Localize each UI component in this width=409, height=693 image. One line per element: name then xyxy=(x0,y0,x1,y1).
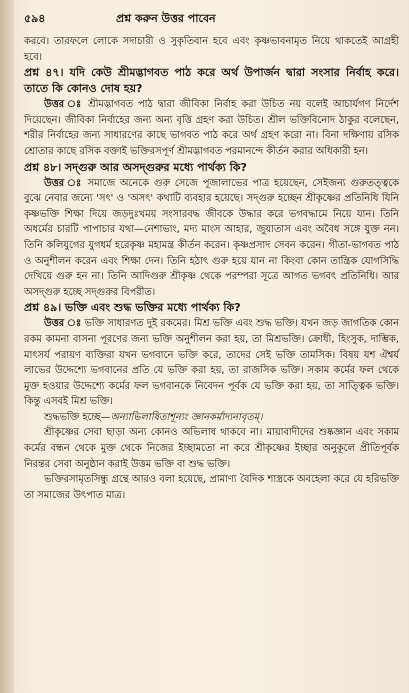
answer-47 xyxy=(24,97,399,159)
pure-devotion-definition xyxy=(24,410,399,426)
answer-49-text: ভক্তি সাধারণত দুই রকমের। মিশ্র ভক্তি এবং শুদ্ধ ভক্তি। যখন জড় জাগতিক কোন রকম কামনা বাসনা পূরণের জন্য ভক্তি অনুশীলন করা হয়, তা মিশ্রভক্তি। ক্রোধী, হিংসুক, দাম্ভিক, মাৎসর্য পরায়ণ ব্যক্তিরা যখন ভগবানে ভক্তি করে, তাদের সেই ভক্তি তামসিক। বিষয় যশ ঐশ্বর্য লাভের উদ্দেশ্যে ভগবানের প্রতি যে ভক্তি করা হয়, তা রাজসিক ভক্তি। সকাম কর্মের ফল থেকে মুক্ত হওয়ার উদ্দেশ্যে কর্মের ফল ভগবানকে নিবেদন পূর্বক যে ভক্তি করা হয়, তা সাত্ত্বিক ভক্তি। কিন্তু এসবই মিশ্র ভক্তি। xyxy=(24,318,399,408)
running-title: প্রশ্ন করুন উত্তর পাবেন xyxy=(116,12,216,25)
page-header xyxy=(24,10,399,28)
answer-49 xyxy=(24,316,399,410)
page-body xyxy=(24,34,399,503)
answer-48-text: সমাজে অনেকে গুরু সেজে পূজালাভের পাত্র হয়েছেন, সেইজন্য গুরুতত্ত্বকে বুঝে নেবার জন্যে 'সৎ' ও 'অসৎ' কথাটি ব্যবহার হয়েছে। সদ্গুরু হচ্ছেন শ্রীকৃষ্ণের প্রতিনিধি যিনি কৃষ্ণভক্তি শিক্ষা দিয়ে জড়দুঃখময় সংসারবদ্ধ জীবকে উদ্ধার করে ভগবদ্ধামে নিয়ে যান। তিনি অধর্মের চারটি পাপাচার যথা—নেশাভাং, মদ্য মাংস আহার, জুয়াতাস এবং অবৈধ সঙ্গে যুক্ত নন। তিনি কলিযুগের যুগধর্ম হরেকৃষ্ণ মহামন্ত্র কীর্তন করেন। কৃষ্ণপ্রসাদ সেবন করেন। গীতা-ভাগবত পাঠ ও অনুশীলন করেন এবং শিক্ষা দেন। তিনি হঠাৎ গুরু হয়ে যান না কিংবা কোন তান্ত্রিক যোগসিদ্ধি দেখিয়ে গুরু হন না। তিনি আদিগুরু শ্রীকৃষ্ণ থেকে পরম্পরা সূত্রে আগত ভগবৎ প্রতিনিধি। আর অসদ্গুরু হচ্ছে সদ্গুরুর বিপরীত। xyxy=(24,177,399,298)
sanskrit-verse: অন্যাভিলাষিতাশূন্যং জ্ঞানকর্মাদ্যনাবৃতম্। xyxy=(110,411,263,423)
answer-lead: উত্তর ঃ xyxy=(44,177,83,189)
paragraph-pure-devotion: শ্রীকৃষ্ণের সেবা ছাড়া অন্য কোনও অভিলাষ থাকবে না। মায়াবাদীদের শুষ্কজ্ঞান এবং সকাম কর্মের বন্ধন থেকে মুক্ত থেকে নিজের ইচ্ছামতো না করে শ্রীকৃষ্ণের ইচ্ছার অনুকূলে প্রীতিপূর্বক নিরন্তর সেবা অনুষ্ঠান করাই উত্তম ভক্তি বা শুদ্ধ ভক্তি। xyxy=(24,427,399,470)
question-48: প্রশ্ন ৪৮। সদ্গুরু আর অসদ্গুরুর মধ্যে পার্থক্য কি? xyxy=(24,160,247,174)
paragraph-continued: করবে। তারফলে লোকে সদাচারী ও সুকৃতিবান হবে এবং কৃষ্ণভাবনামৃত নিয়ে থাকতেই আগ্রহী হবে। xyxy=(24,36,399,63)
answer-48 xyxy=(24,176,399,301)
page-number: ৫৯৪ xyxy=(24,12,46,25)
question-47: প্রশ্ন ৪৭। যদি কেউ শ্রীমদ্ভাগবত পাঠ করে অর্থ উপার্জন দ্বারা সংসার নির্বাহ করে। তাতে কি কোনও দোষ হয়? xyxy=(24,66,399,96)
definition-lead: শুদ্ধভক্তি হচ্ছে— xyxy=(44,411,111,423)
paragraph-bhaktirasamrita: ভক্তিরসামৃতসিন্ধু গ্রন্থে আরও বলা হয়েছে, প্রামাণ্য বৈদিক শাস্ত্রকে অবহেলা করে যে হরিভক্তি তা সমাজের উৎপাত মাত্র। xyxy=(24,474,399,501)
question-49: প্রশ্ন ৪৯। ভক্তি এবং শুদ্ধ ভক্তির মধ্যে পার্থক্য কি? xyxy=(24,301,241,315)
answer-47-text: শ্রীমদ্ভাগবত পাঠ দ্বারা জীবিকা নির্বাহ করা উচিত নয় বলেই আচার্যগণ নির্দেশ দিয়েছেন। জীবিকা নির্বাহের জন্য অন্য বৃত্তি গ্রহণ করা উচিত। শ্রীল ভক্তিবিনোদ ঠাকুর বলেছেন, শরীর নির্বাহের জন্য সাধারণের কাছে ভাগবত পাঠ করে অর্থ গ্রহণ করো না। বিনা দক্ষিণায় রসিক শ্রোতার কাছে রসিক বক্তাই ভক্তিরসপূর্ণ শ্রীমদ্ভাগবত পরমানন্দে কীর্তন করার অধিকারী হন। xyxy=(24,99,399,157)
answer-lead: উত্তর ঃ xyxy=(44,99,84,111)
answer-lead: উত্তর ঃ xyxy=(44,318,82,330)
book-spine-shadow xyxy=(0,0,14,693)
